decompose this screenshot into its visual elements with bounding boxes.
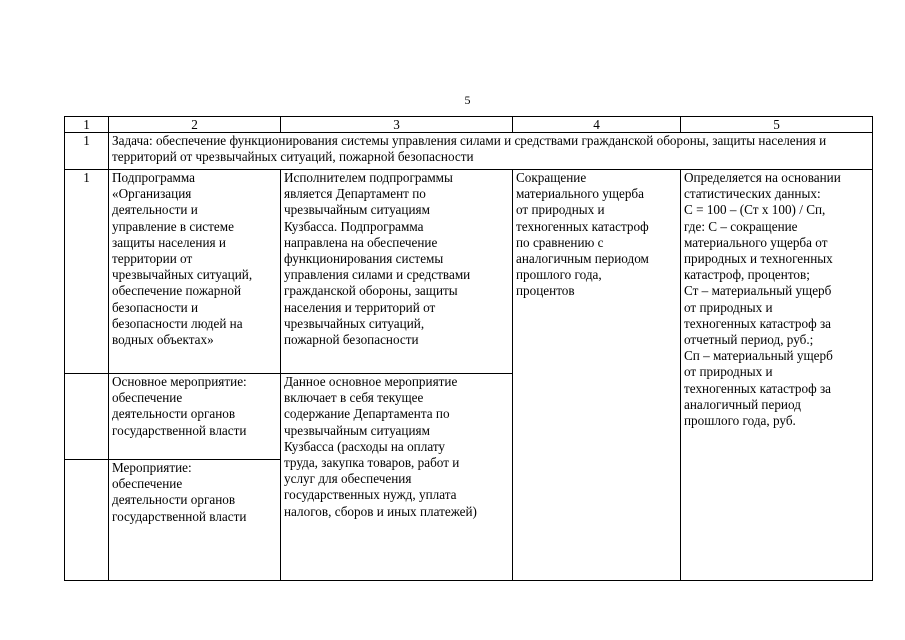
task-number: 1	[65, 133, 109, 170]
main-activity-description: Данное основное мероприятие включает в себя текущее содержание Департамента по чрезвычайным ситуациям Кузбасса (расходы на оплату труда, закупка товаров, работ и услуг для обеспечения государственных нужд, уплата налогов, сборов и иных платежей)	[281, 374, 513, 581]
activity-name: Мероприятие: обеспечение деятельности органов государственной власти	[109, 460, 281, 581]
header-cell: 3	[281, 117, 513, 133]
main-activity-name: Основное мероприятие: обеспечение деятельности органов государственной власти	[109, 374, 281, 460]
header-cell: 5	[681, 117, 873, 133]
calculation-method: Определяется на основании статистических данных: С = 100 – (Ст х 100) / Сп, где: С – сокращение материального ущерба от природных и техногенных катастроф, процентов; Ст – материальный ущерб от природных и техногенных катастроф за отчетный период, руб.; Сп – материальный ущерб от природных и техногенных катастроф за аналогичный период прошлого года, руб.	[681, 170, 873, 581]
indicators-table	[64, 116, 873, 581]
task-text: Задача: обеспечение функционирования системы управления силами и средствами гражданской обороны, защиты населения и территорий от чрезвычайных ситуаций, пожарной безопасности	[109, 133, 873, 170]
page-number: 5	[464, 93, 471, 107]
header-cell: 2	[109, 117, 281, 133]
header-cell: 1	[65, 117, 109, 133]
table-header-row	[65, 117, 873, 133]
row-number: 1	[65, 170, 109, 374]
task-row	[65, 133, 873, 170]
subprogram-description: Исполнителем подпрограммы является Департамент по чрезвычайным ситуациям Кузбасса. Подпрограмма направлена на обеспечение функционирования системы управления силами и средствами гражданской обороны, защиты населения и территорий от чрезвычайных ситуаций, пожарной безопасности	[281, 170, 513, 374]
header-cell: 4	[513, 117, 681, 133]
table-row	[65, 170, 873, 374]
indicator-name: Сокращение материального ущерба от природных и техногенных катастроф по сравнению с аналогичным периодом прошлого года, процентов	[513, 170, 681, 581]
subprogram-name: Подпрограмма «Организация деятельности и управление в системе защиты населения и территории от чрезвычайных ситуаций, обеспечение пожарной безопасности и безопасности людей на водных объектах»	[109, 170, 281, 374]
row-number	[65, 460, 109, 581]
row-number	[65, 374, 109, 460]
